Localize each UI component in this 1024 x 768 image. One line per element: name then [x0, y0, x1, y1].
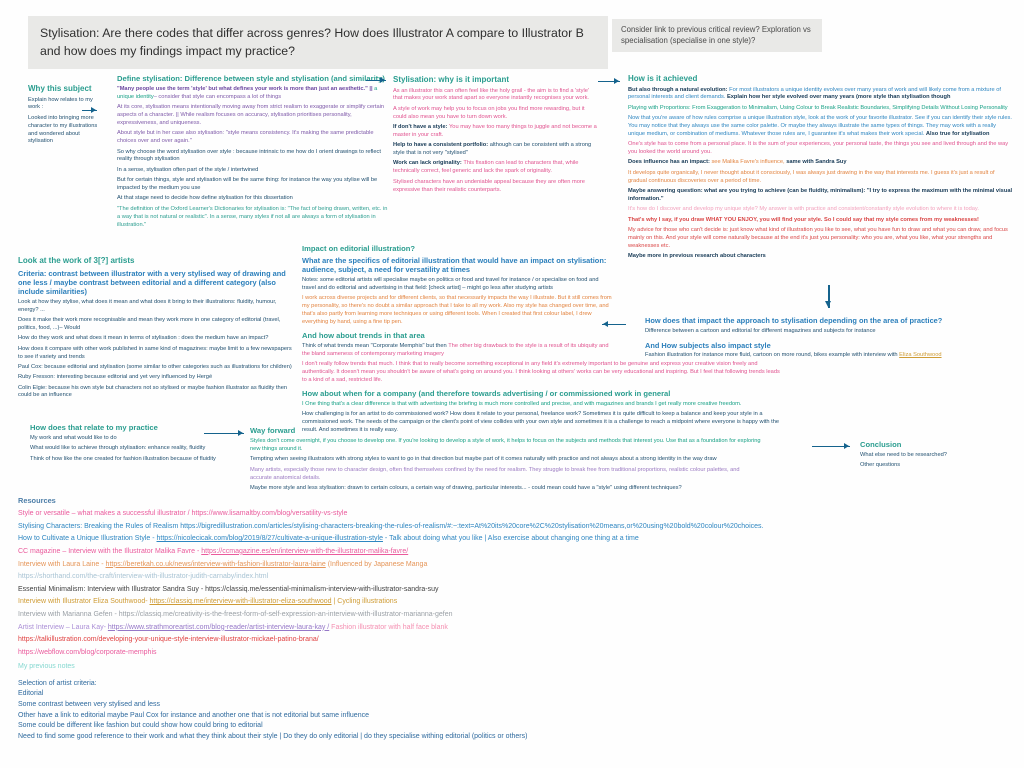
note-paragraph [393, 160, 599, 176]
resource-link[interactable]: Stylising Characters: Breaking the Rules of Realism https://bigredillustration.com/articles/stylising-characters-breaking-the-rules-of-realism/#:~:text=At%20its%20core%2C%20stylisation%20means,or%20using%20bold%20colour%20choices. [18, 522, 764, 530]
note-paragraph: Look at how they stylise, what does it mean and what does it bring to their illustrations: fluidity, humour, energy? ... [18, 298, 277, 313]
link-url[interactable]: https://beretkah.co.uk/news/interview-with-fashion-illustrator-laura-laine [105, 560, 326, 568]
resource-link[interactable]: https://talkillustration.com/developing-your-unique-style-interview-illustrator-mickael-patino-brana/ [18, 636, 319, 644]
note-paragraph: At its core, stylisation means intentionally moving away from strict realism to exaggerate or simplify certain aspects of a character. || While realism focuses on accuracy, stylisation prioritises personality, expressiveness, and uniqueness. [117, 104, 385, 127]
section-my-practice [30, 423, 245, 466]
resource-link[interactable]: https://shorthand.com/the-craft/interview-with-illustrator-judith-carnaby/index.html [18, 573, 269, 581]
arrow-right-icon [366, 80, 386, 81]
arrow-right-icon [204, 433, 244, 434]
note-paragraph: A style of work may help you to focus on jobs you find more rewarding, but it could also mean you have to turn down work. [393, 105, 585, 120]
definition-quote: "The definition of the Oxford Learner's Dictionaries for stylisation is: "The fact of being drawn, written, etc. in a way that is not natural or realistic". In a sense, many styles if not all are always a form of stylisation in illustration." [117, 205, 388, 228]
section-heading: How is it achieved [628, 74, 698, 83]
quote-paragraph: Many artists, especially those new to character design, often find themselves confined by the need for realism. They struggle to break free from traditional proportions, realistic colour palettes, and accurate anatomical details. [250, 466, 740, 481]
note-paragraph: Notes: some editorial artists will specialise maybe on politics or food and travel for instance / or specialise on food and travel and do editorial and advertising in that field: [check artist] – might go less after studying artists [302, 277, 599, 291]
note-paragraph: What else need to be researched? [860, 452, 947, 459]
section-heading: And how about trends in that area [302, 330, 425, 340]
resources-heading: Resources [18, 496, 56, 505]
criteria-line: Editorial [18, 690, 44, 698]
lead-text: If don't have a style: [393, 124, 450, 131]
highlight-text: a unique identity [117, 86, 378, 100]
section-heading: Conclusion [860, 440, 902, 449]
artist-criteria-block [18, 680, 1018, 741]
link-note: Fashion illustrator with half face blank [329, 623, 448, 631]
resource-link[interactable] [18, 624, 1018, 632]
note-text: Also true for stylisation [925, 130, 990, 137]
section-conclusion [860, 440, 1010, 473]
section-heading: Impact on editorial illustration? [302, 244, 416, 253]
note-paragraph: How does it compare with other work published in same kind of magazines: maybe limit to a few newspapers to see if variety and trends [18, 345, 292, 360]
note-paragraph: Looked into bringing more character to my illustrations and wondered about stylisation [28, 114, 98, 145]
quote-paragraph: That's why I say, if you draw WHAT YOU ENJOY, you will find your style. So I could say that my style comes from my weaknesses! [628, 216, 979, 223]
resource-link[interactable]: Style or versatile – what makes a successful illustrator / https://www.lisamaltby.com/blog/versatility-vs-style [18, 510, 348, 517]
note-paragraph [628, 159, 1014, 167]
section-area-of-practice [645, 316, 1017, 363]
note-paragraph [393, 142, 599, 158]
quote-paragraph: One's style has to come from a personal place. It is the sum of your experiences, your personal taste, the things you see and lived through and the way you looked the world around you. [628, 141, 1009, 156]
quote-paragraph: I work across diverse projects and for different clients, so that necessarily impacts the way I illustrate. But it still comes from my personality, so there's no doubt a similar approach that I take to all my work. Also my style has changed over time, and that's also partly from learning more techniques or using different tools. When I created that first colour label, I drew everything by hand, using a fine tip pen. [302, 295, 612, 325]
note-text: Fashion illustration for instance more fluid, cartoon on more round, bikes example with interview with [645, 352, 900, 359]
link-url[interactable]: https://www.strathmoreartist.com/blog-reader/artist-interview-laura-kay / [107, 623, 330, 631]
section-define-stylisation [117, 74, 389, 232]
note-paragraph: In a sense, stylisation often part of the style / intertwined [117, 166, 259, 173]
section-subheading: Criteria: contrast between illustrator with a very stylised way of drawing and one less / maybe contrast between editorial and a different category (also include similarities) [18, 268, 286, 297]
quote-paragraph: Styles don't come overnight, if you choose to develop one. If you're looking to develop a style of work, it helps to focus on the subjects and methods that interest you. Use that as a foundation for exploring new things around it. [250, 438, 761, 452]
quote-paragraph: I One thing that's a clear difference is that with advertising the briefing is much more controlled and precise, and with magazines and brands I get really more creative freedom. [302, 400, 742, 407]
resource-link[interactable] [18, 561, 1018, 569]
note-paragraph [302, 343, 614, 359]
main-question-box [28, 16, 608, 69]
section-heading: Why this subject [28, 84, 92, 93]
quote-text: "Many people use the term 'style' but what defines your work is more than just an aesthetic." || [117, 86, 375, 93]
my-previous-notes-link[interactable]: My previous notes [18, 662, 75, 670]
link-url[interactable]: https://classiq.me/interview-with-illustrator-eliza-southwood [149, 598, 332, 606]
resource-link[interactable]: Interview with Marianna Gefen - https://classiq.me/creativity-is-the-freest-form-of-self-expression-an-interview-with-illustrator-marianna-gefen [18, 611, 453, 618]
quote-paragraph: It develops quite organically, I never thought about it consciously, I was always just drawing in the way that interests me. I guess it's just a result of gradual continuous discoveries over a period of time. [628, 169, 995, 184]
quote-paragraph: My advice for those who can't decide is: just know what kind of illustration you like to see, what you have fun to draw and what you can draw, and focus mainly on this. And your style will come naturally because at the end it's just you personality: who you are, what you like, what your strengths and weaknesses etc. [628, 226, 1008, 249]
note-text: For most illustrators a unique identity evolves over many years of work and will likely come from a mixture of personal interests and client demands. [628, 86, 1001, 101]
main-question-text: Stylisation: Are there codes that differ across genres? How does Illustrator A compare to Illustrator B and how does my findings impact my practice? [40, 26, 584, 59]
link-url[interactable]: https://nicolecicak.com/blog/2019/8/27/cultivate-a-unique-illustration-style [156, 535, 383, 543]
eliza-southwood-link[interactable]: Eliza Southwood [899, 352, 942, 359]
note-paragraph: How do they work and what does it mean in terms of stylisation : does the medium have an impact? [18, 335, 269, 342]
criteria-line: Selection of artist criteria: [18, 679, 97, 687]
lead-text: Work can lack originality: [393, 160, 464, 167]
note-paragraph: Difference between a cartoon and editorial for different magazines and subjects for instance [645, 327, 876, 334]
note-text: You may have too many things to juggle and not become a master in your craft. [393, 124, 597, 138]
note-text: same with Sandra Suy [786, 159, 847, 166]
section-way-forward [250, 426, 762, 495]
note-paragraph: Maybe answering question: what are you trying to achieve (can be fluidity, minimalism): "I try to express the maximum with the minimal visual information." [628, 188, 1013, 202]
note-text: see Malika Favre's influence, [711, 159, 787, 166]
note-paragraph: As an illustrator this can often feel like the holy grail - the aim is to find a 'style' that makes your work stand apart so everyone instantly recognises your work. [393, 87, 589, 102]
note-paragraph [393, 124, 599, 140]
section-why-important [393, 75, 599, 197]
section-artists [18, 256, 296, 403]
criteria-line: Some could be different like fashion but could show how could bring to editorial [18, 722, 263, 730]
resource-link[interactable]: Essential Minimalism: Interview with Illustrator Sandra Suy - https://classiq.me/essential-minimalism-interview-with-illustrator-sandra-suy [18, 585, 439, 593]
note-paragraph: About style but in her case also stylisation: "style means consistency. It's making the same predictable choices over and over again." [117, 130, 374, 145]
note-paragraph: My work and what would like to do [30, 435, 117, 442]
resource-link[interactable] [18, 598, 1018, 606]
note-paragraph: Tempting when seeing illustrators with strong styles to want to go in that direction but maybe part of it comes naturally with practice and not always about a strong identity in the way draw [250, 456, 717, 463]
note-paragraph: Colin Elgie: because his own style but characters not so stylised or maybe fashion illustrator as fluidity then could be an influence [18, 384, 288, 399]
arrow-right-icon [82, 110, 97, 111]
criteria-line: Other have a link to editorial maybe Paul Cox for instance and another one that is not editorial but same influence [18, 711, 369, 719]
quote-paragraph: It's how do I discover and develop my unique style? My answer is with practice and consistent/constantly style evolution to where it is today. [628, 206, 979, 213]
link-note: | Cycling illustrations [331, 598, 398, 606]
side-note-box [612, 19, 822, 52]
section-heading: Look at the work of 3[?] artists [18, 256, 135, 265]
note-paragraph: How challenging is for an artist to do commissioned work? How does it relate to your personal, freelance work? Sometimes it is quite difficult to keep a balance and keep your style in a commissioned work. The needs of the campaign or the client's point of view collides with your own style and sometimes it is a challenge to reach a midpoint where everyone is happy with the result. And sometimes it is really easy. [302, 411, 780, 433]
note-paragraph [645, 352, 1017, 360]
note-paragraph: Think of how like the one created for fashion illustration because of fluidity [30, 455, 216, 462]
quote-text: The other big drawback to the style is a result of its ubiquity and the bland sameness of contemporary marketing imagery [302, 342, 609, 357]
section-heading: And How subjects also impact style [645, 340, 771, 350]
note-text: – consider that style can encompass a lot of things [153, 93, 282, 100]
resource-link[interactable] [18, 548, 1018, 556]
arrow-down-icon [828, 285, 830, 308]
note-paragraph: Ruby Fresson: interesting because editorial and yet very influenced by Hergé [18, 374, 213, 381]
note-paragraph: Other questions [860, 462, 901, 469]
link-label: Interview with Illustrator Eliza Southwood- [18, 598, 150, 606]
section-heading: How does that impact the approach to stylisation depending on the area of practice? [645, 316, 943, 325]
note-text: Think of what trends mean "Corporate Memphis" but then [302, 342, 449, 349]
section-resources [18, 496, 1018, 743]
lead-text: Does influence has an impact: [628, 159, 712, 166]
side-note-text: Consider link to previous critical review? Exploration vs specialisation (specialise in one style)? [621, 25, 811, 45]
note-paragraph: Paul Cox: because editorial and stylisation (some similar to other categories such as illustrations for children) [18, 363, 292, 370]
arrow-right-icon [812, 446, 850, 447]
note-paragraph: Does it make their work more recognisable and mean they work more in one category of editorial (travel, politics, food, ...)– Would [18, 317, 281, 331]
section-heading: Stylisation: why is it important [393, 75, 510, 84]
link-url[interactable]: https://ccmagazine.es/en/interview-with-the-illustrator-malika-favre/ [201, 547, 409, 555]
note-paragraph: So why choose the word stylisation over style : because intrinsic to me how do I orient drawings to reflect reality through stylisation [117, 148, 381, 163]
note-paragraph [628, 115, 1014, 139]
note-text: although can be consistent with a strong style that is not very "stylised" [393, 142, 592, 157]
link-label: CC magazine – Interview with the Illustrator Malika Favre - [18, 547, 202, 555]
section-subheading: What are the specifics of editorial illustration that would have an impact on stylisation: audience, subject, a need for versatility at times [302, 256, 607, 275]
note-paragraph: Maybe more in previous research about characters [628, 253, 766, 260]
quote-text: Now that you're aware of how rules comprise a unique illustration style, look at the work of your favorite illustrator. See if you can identify their style rules. You may notice that they always use the same color palette. Or maybe they always illustrate the same types of things. They may work with a really unique medium, or combination of mediums. Whatever those rules are, I guarantee it's what makes their work special. [628, 115, 1012, 137]
note-paragraph: Maybe more style and less stylisation: drawn to certain colours, a certain way of drawing, particular interests... - could mean could have a "style" using different techniques? [250, 484, 682, 491]
resource-link[interactable]: https://webflow.com/blog/corporate-memphis [18, 648, 157, 656]
criteria-line: Some contrast between very stylised and less [18, 700, 161, 708]
link-note: - Talk about doing what you like | Also exercise about changing one thing at a time [382, 535, 639, 543]
link-label: Interview with Laura Laine - [18, 560, 106, 568]
note-paragraph [628, 87, 1014, 103]
section-how-achieved [628, 74, 1014, 263]
lead-text: But also through a natural evolution: [628, 86, 730, 93]
note-text: This fixation can lead to characters that, while technically correct, feel generic and lack the spark of originality. [393, 160, 579, 175]
section-heading: How about when for a company (and therefore towards advertising / or commissioned work in general [302, 388, 671, 398]
link-label: Artist Interview – Laura Kay- [18, 623, 108, 631]
note-paragraph: But for certain things, style and stylisation will be the same thing: for instance the way you stylise will be impacted by the medium you use [117, 177, 378, 192]
resource-link[interactable] [18, 535, 1018, 543]
lead-text: Help to have a consistent portfolio: [393, 142, 490, 149]
note-paragraph: Explain how relates to my work : [28, 96, 93, 111]
note-paragraph: Playing with Proportions: From Exaggeration to Minimalism, Using Colour to Break Realistic Boundaries, Simplifying Details Without Losing Personality [628, 104, 1008, 111]
quote-paragraph: I don't really follow trends that much. I think that to really become something exceptional in any field it's extremely important to be genuine and express your creative vision freely and authentically. It doesn't mean you shouldn't be aware of what's going on around you. I think looking at others' works can be very educational and inspiring. But I feel that following trends leads to a kind of a sad, restricted life. [302, 361, 780, 383]
criteria-line: Need to find some good reference to their work and what they think about their style | Do they do only editorial | do they specialise withing editorial (politics or others) [18, 732, 528, 740]
link-label: How to Cultivate a Unique Illustration Style - [18, 535, 157, 543]
link-note: (Influenced by Japanese Manga [325, 560, 428, 568]
section-heading: Way forward [250, 426, 296, 435]
note-paragraph: At that stage need to decide how define stylisation for this dissertation [117, 195, 293, 202]
note-text: Explain how her style evolved over many years (more style than stylisation though [726, 94, 951, 101]
section-why-this-subject [28, 84, 102, 149]
note-paragraph: Stylised characters have an undeniable appeal because they are often more expressive than their realistic counterparts. [393, 178, 585, 193]
note-paragraph: What would like to achieve through stylisation: enhance reality, fluidity [30, 445, 206, 452]
arrow-right-icon [598, 81, 620, 82]
section-heading: How does that relate to my practice [30, 423, 158, 432]
note-paragraph [117, 86, 389, 102]
section-heading: Define stylisation: Difference between style and stylisation (and similarity) [117, 74, 385, 83]
